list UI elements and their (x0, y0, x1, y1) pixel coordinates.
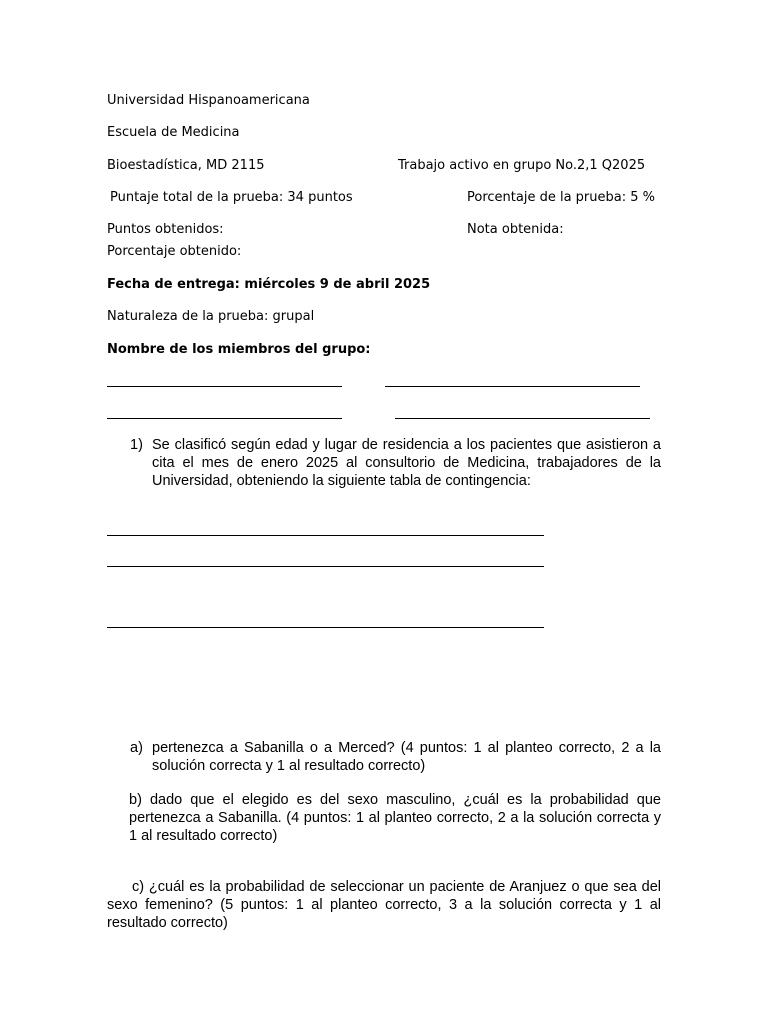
question-text: Se clasificó según edad y lugar de residencia a los pacientes que asistieron a cita el mes de enero 2025 al consultorio de Medicina, trabajadores de la Universidad, obteniendo la siguiente tabla de contingencia: (152, 437, 661, 489)
member-name-blank (107, 418, 342, 419)
assignment-title: Trabajo activo en grupo No.2,1 Q2025 (398, 158, 646, 173)
member-name-blank (385, 386, 640, 387)
test-percentage: Porcentaje de la prueba: 5 % (467, 190, 655, 205)
grade-obtained-label: Nota obtenida: (467, 222, 564, 237)
subquestion-text: pertenezca a Sabanilla o a Merced? (4 puntos: 1 al planteo correcto, 2 a la solución correcta y 1 al resultado correcto) (152, 740, 661, 774)
percentage-obtained-label: Porcentaje obtenido: (107, 244, 242, 259)
subquestion-label: a) (130, 740, 143, 756)
due-date: Fecha de entrega: miércoles 9 de abril 2025 (107, 277, 431, 292)
member-name-blank (107, 386, 342, 387)
table-rule (107, 627, 544, 628)
table-rule (107, 566, 544, 567)
subquestion-b: b) dado que el elegido es del sexo masculino, ¿cuál es la probabilidad que pertenezca a Sabanilla. (4 puntos: 1 al planteo correcto, 2 a la solución correcta y 1 al resultado correcto) (129, 792, 661, 844)
question-number: 1) (130, 437, 143, 453)
university-name: Universidad Hispanoamericana (107, 93, 310, 108)
member-name-blank (395, 418, 650, 419)
table-rule (107, 535, 544, 536)
subquestion-c: c) ¿cuál es la probabilidad de seleccionar un paciente de Aranjuez o que sea del sexo femenino? (5 puntos: 1 al planteo correcto, 3 a la solución correcta y 1 al resultado correcto) (107, 879, 661, 931)
members-label: Nombre de los miembros del grupo: (107, 342, 371, 357)
course-name: Bioestadística, MD 2115 (107, 158, 265, 173)
test-nature: Naturaleza de la prueba: grupal (107, 309, 315, 324)
total-points: Puntaje total de la prueba: 34 puntos (110, 190, 353, 205)
points-obtained-label: Puntos obtenidos: (107, 222, 224, 237)
school-name: Escuela de Medicina (107, 125, 240, 140)
